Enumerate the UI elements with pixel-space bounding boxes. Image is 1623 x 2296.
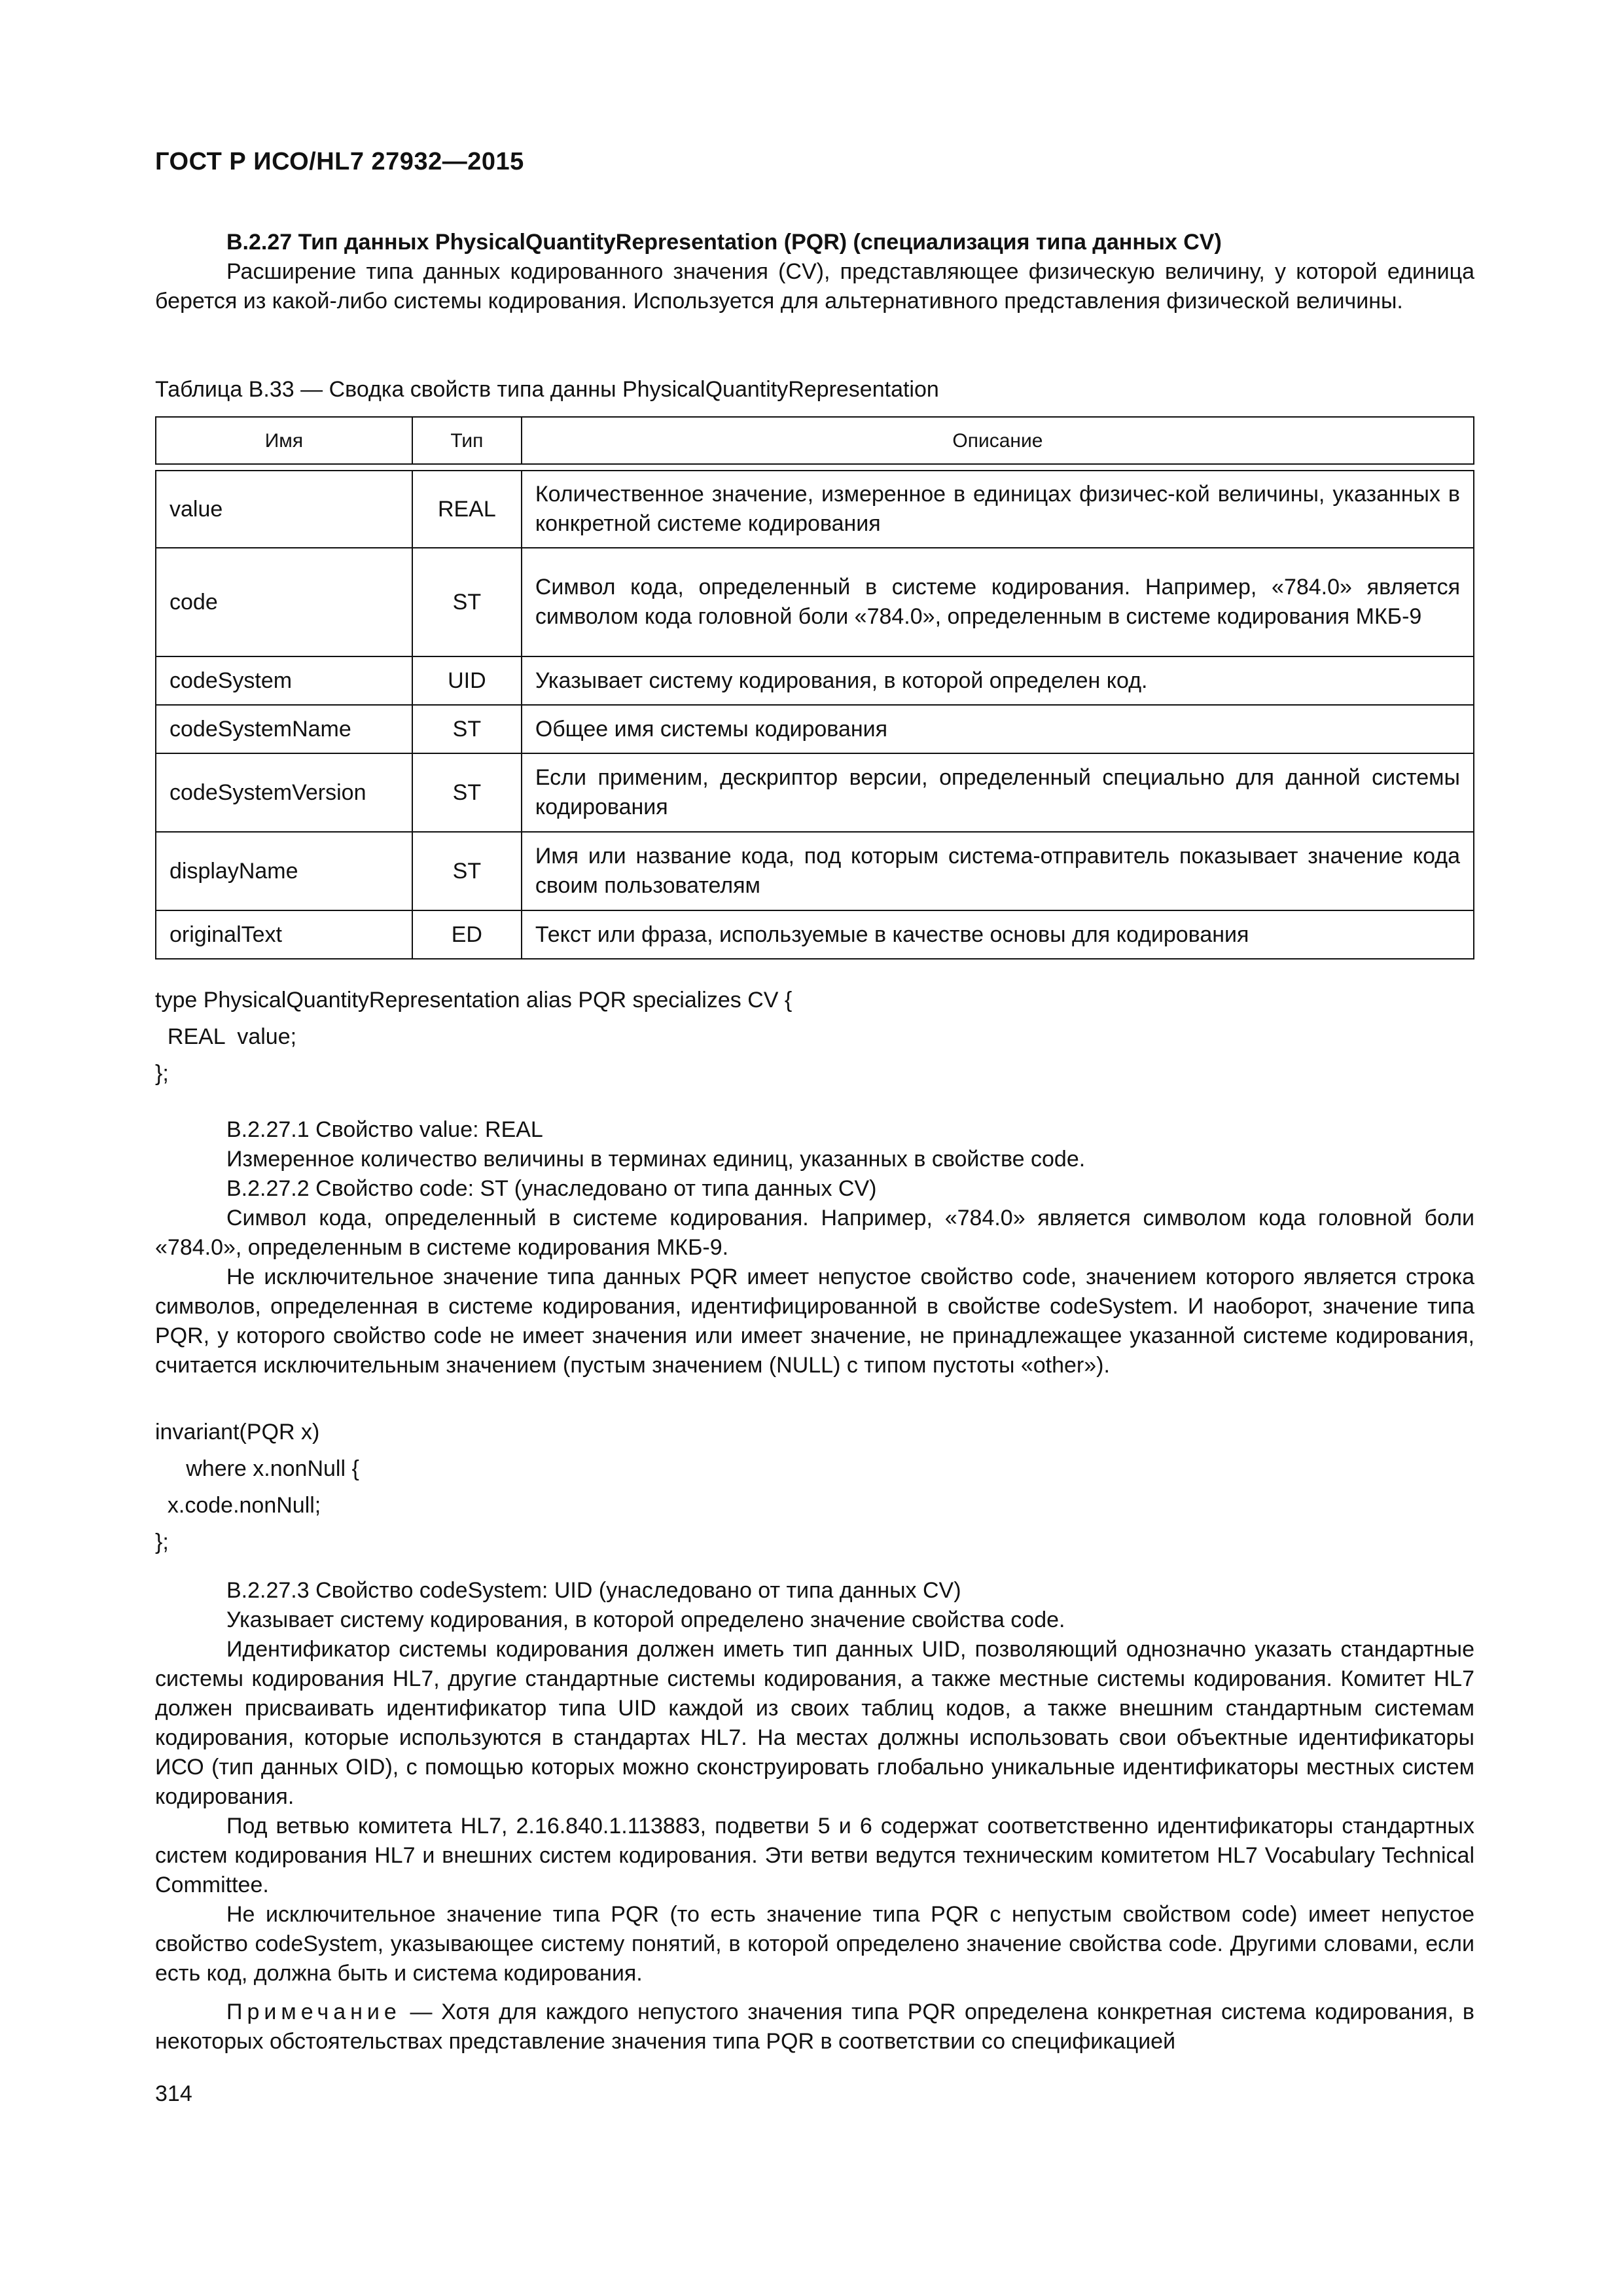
table-gap — [156, 464, 1474, 471]
cell-name: originalText — [156, 910, 412, 959]
paragraph: Под ветвью комитета HL7, 2.16.840.1.113883, подветви 5 и 6 содержат соответственно идентификаторы стандартных систем кодирования HL7 и внешних систем кодирования. Эти ветви ведутся техническим комитетом HL7 Vocabulary Technical Committee. — [155, 1814, 1474, 1897]
paragraph: Указывает систему кодирования, в которой определено значение свойства code. — [226, 1607, 1065, 1632]
cell-type: ST — [412, 832, 522, 910]
header-type: Тип — [412, 417, 522, 464]
cell-name: codeSystem — [156, 656, 412, 705]
section-b2-27 — [155, 228, 1474, 316]
code-line: type PhysicalQuantityRepresentation alias PQR specializes CV { — [155, 988, 793, 1013]
section-intro: Расширение типа данных кодированного значения (CV), представляющее физическую величину, у которой единица берется из какой-либо системы кодирования. Используется для альтернативного представления физической величины. — [155, 259, 1474, 314]
table-row — [156, 548, 1474, 656]
cell-description: Если применим, дескриптор версии, определенный специально для данной системы кодирования — [522, 753, 1474, 832]
subsection-value — [155, 1115, 1474, 1380]
cell-name: codeSystemVersion — [156, 753, 412, 832]
table-header-row — [156, 417, 1474, 464]
cell-description: Количественное значение, измеренное в единицах физичес-кой величины, указанных в конкретной системе кодирования — [522, 471, 1474, 548]
code-line: }; — [155, 1530, 169, 1554]
table-row — [156, 753, 1474, 832]
cell-description: Указывает систему кодирования, в которой определен код. — [522, 656, 1474, 705]
code-block-invariant — [155, 1414, 359, 1560]
subsection-title: В.2.27.2 Свойство code: ST (унаследовано от типа данных CV) — [226, 1176, 877, 1201]
cell-type: REAL — [412, 471, 522, 548]
cell-type: ED — [412, 910, 522, 959]
paragraph: Измеренное количество величины в терминах единиц, указанных в свойстве code. — [226, 1147, 1086, 1172]
code-line: }; — [155, 1061, 169, 1086]
cell-name: codeSystemName — [156, 705, 412, 753]
cell-type: ST — [412, 548, 522, 656]
paragraph: Идентификатор системы кодирования должен иметь тип данных UID, позволяющий однозначно указать стандартные системы кодирования HL7, другие стандартные системы кодирования, а также местные системы кодирования. Комитет HL7 должен присваивать идентификатор типа UID каждой из своих таблиц кодов, а также внешним стандартным системам кодирования, которые используются в стандартах HL7. На местах должны использовать свои объектные идентификаторы ИСО (тип данных OID), с помощью которых можно сконструировать глобально уникальные идентификаторы местных систем кодирования. — [155, 1637, 1474, 1809]
cell-type: UID — [412, 656, 522, 705]
table-row — [156, 705, 1474, 753]
code-line: where x.nonNull { — [155, 1456, 359, 1481]
table-row — [156, 471, 1474, 548]
paragraph: Не исключительное значение типа данных PQR имеет непустое свойство code, значением которого является строка символов, определенная в системе кодирования, идентифицированной в свойстве codeSystem. И наоборот, значение типа PQR, у которого свойство code не имеет значения или имеет значение, не принадлежащее указанной системе кодирования, считается исключительным значением (пустым значением (NULL) с типом пустоты «other»). — [155, 1265, 1474, 1378]
code-line: x.code.nonNull; — [155, 1493, 321, 1518]
properties-table — [155, 416, 1474, 960]
cell-type: ST — [412, 753, 522, 832]
header-description: Описание — [522, 417, 1474, 464]
code-line: REAL value; — [155, 1024, 297, 1049]
note-text: — Хотя для каждого непустого значения типа PQR определена конкретная система кодирования, в некоторых обстоятельствах представление значения типа PQR в соответствии со спецификацией — [155, 2000, 1474, 2054]
cell-name: code — [156, 548, 412, 656]
section-heading: В.2.27 Тип данных PhysicalQuantityRepresentation (PQR) (специализация типа данных CV) — [226, 230, 1222, 255]
table-row — [156, 656, 1474, 705]
cell-description: Текст или фраза, используемые в качестве основы для кодирования — [522, 910, 1474, 959]
subsection-codesystem — [155, 1576, 1474, 1988]
note-paragraph — [155, 1998, 1474, 2056]
subsection-title: В.2.27.3 Свойство codeSystem: UID (унаследовано от типа данных CV) — [226, 1578, 961, 1603]
code-line: invariant(PQR x) — [155, 1420, 320, 1444]
table-row — [156, 910, 1474, 959]
table-row — [156, 832, 1474, 910]
header-name: Имя — [156, 417, 412, 464]
paragraph: Символ кода, определенный в системе кодирования. Например, «784.0» является символом кода головной боли «784.0», определенным в системе кодирования МКБ-9. — [155, 1206, 1474, 1260]
cell-type: ST — [412, 705, 522, 753]
cell-description: Общее имя системы кодирования — [522, 705, 1474, 753]
paragraph: Не исключительное значение типа PQR (то есть значение типа PQR с непустым свойством code) имеет непустое свойство codeSystem, указывающее систему понятий, в которой определено значение свойства code. Другими словами, если есть код, должна быть и система кодирования. — [155, 1902, 1474, 1986]
note — [155, 1998, 1474, 2056]
document-header: ГОСТ Р ИСО/HL7 27932—2015 — [155, 148, 524, 175]
cell-name: displayName — [156, 832, 412, 910]
subsection-title: В.2.27.1 Свойство value: REAL — [226, 1117, 543, 1142]
table-caption: Таблица В.33 — Сводка свойств типа данны PhysicalQuantityRepresentation — [155, 377, 939, 402]
cell-description: Символ кода, определенный в системе кодирования. Например, «784.0» является символом кода головной боли «784.0», определенным в системе кодирования МКБ-9 — [522, 548, 1474, 656]
page-number: 314 — [155, 2081, 192, 2106]
note-label: Примечание — [226, 2000, 401, 2024]
code-block-type-definition — [155, 982, 792, 1092]
cell-description: Имя или название кода, под которым система-отправитель показывает значение кода своим пользователям — [522, 832, 1474, 910]
cell-name: value — [156, 471, 412, 548]
